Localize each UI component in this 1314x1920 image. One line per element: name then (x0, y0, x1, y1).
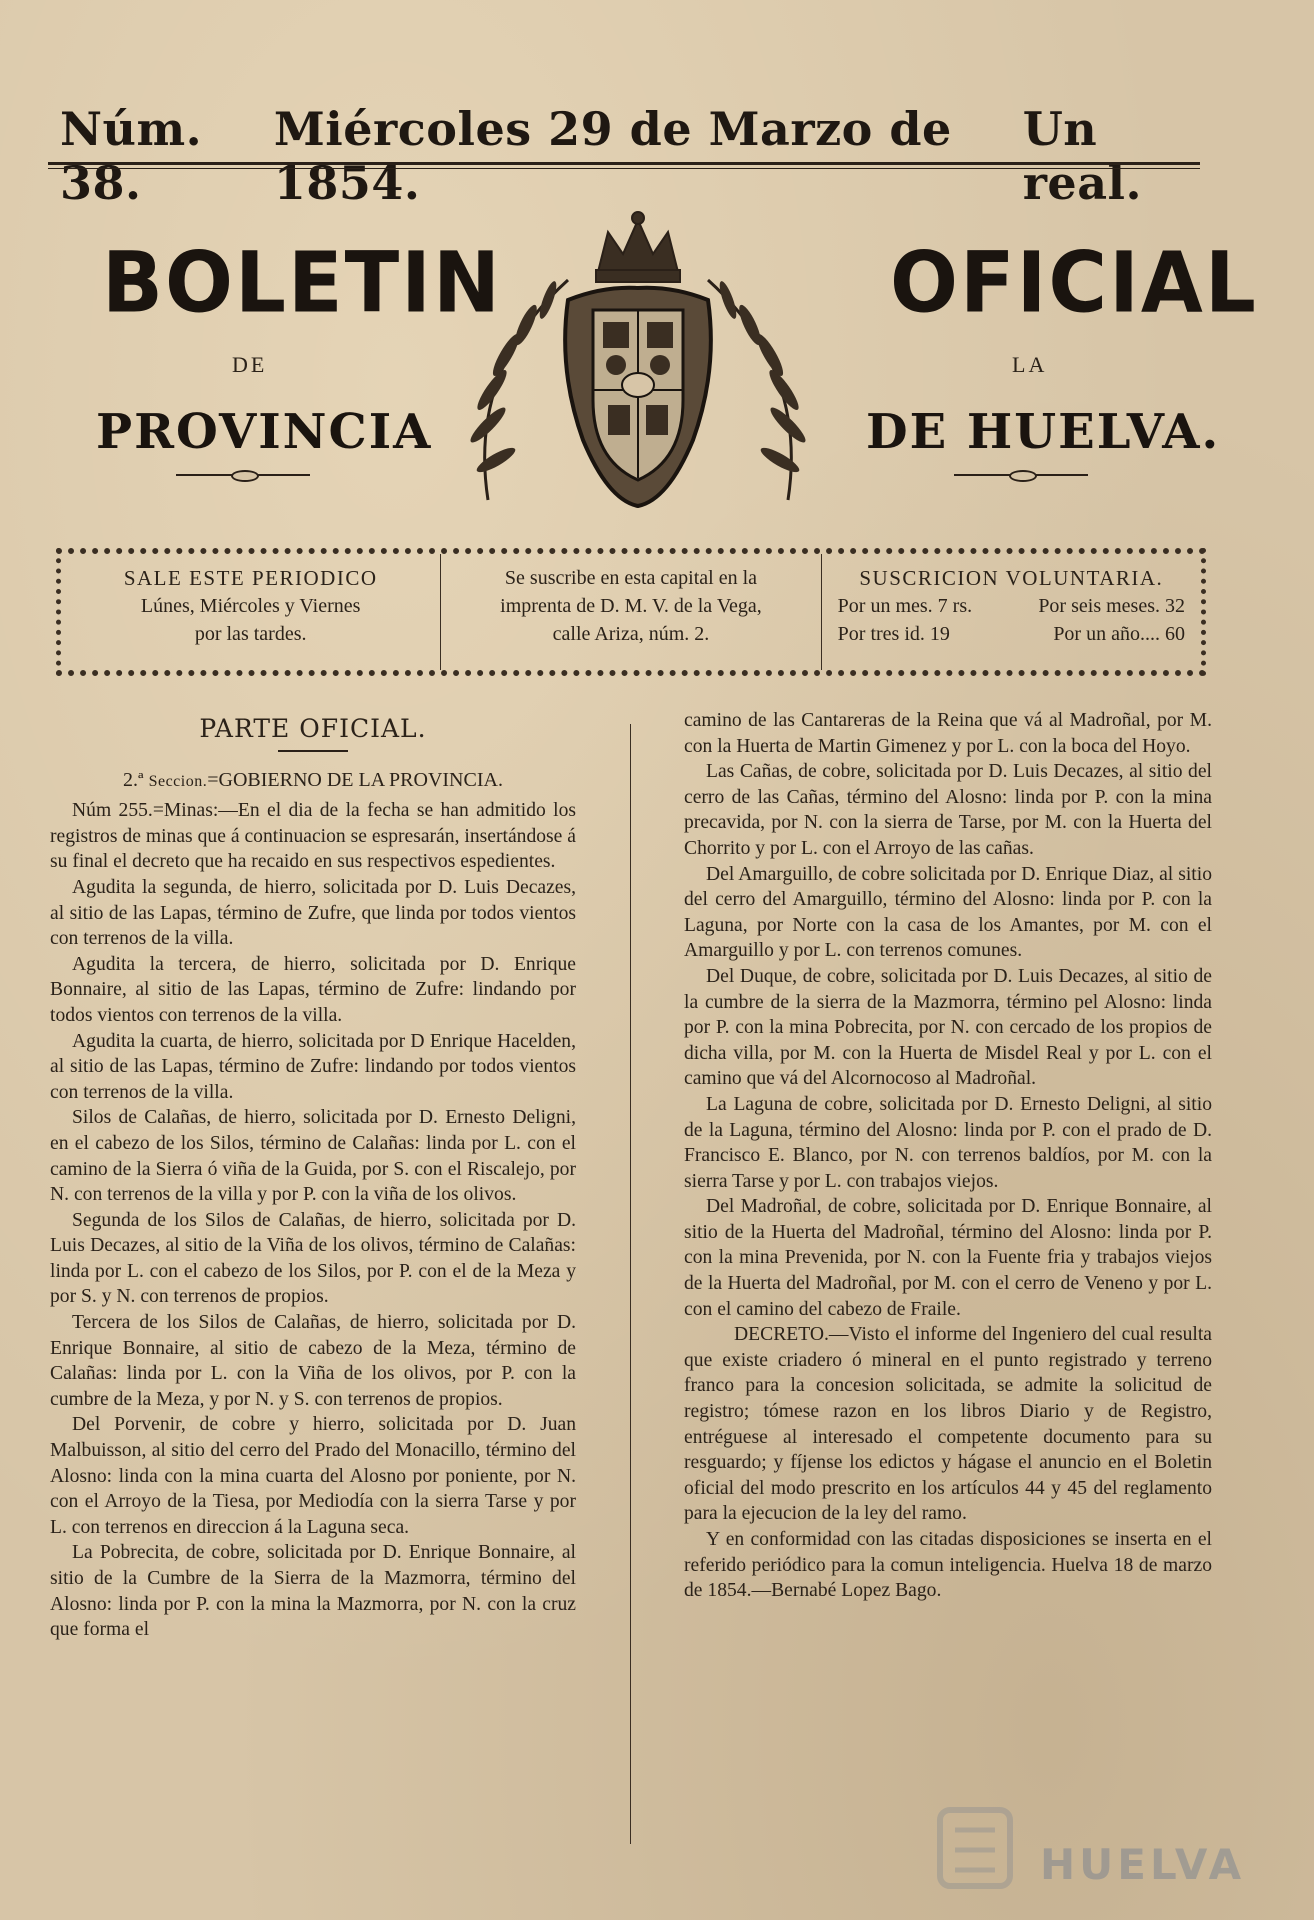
title-huelva: DE HUELVA. (866, 404, 1221, 460)
info-prices-row2 (834, 620, 1189, 648)
paragraph: Las Cañas, de cobre, solicitada por D. Luis Decazes, al sitio del cerro de las Cañas, término del Alosno: linda por P. con la mina precavida, por N. con la sierra de Tarse, por M. con la Huerta del Chorrito y por L. con el Arroyo de las cañas. (684, 761, 1212, 859)
coat-of-arms-icon (448, 210, 828, 510)
section-flourish (278, 750, 348, 752)
title-oficial: OFICIAL (890, 233, 1258, 332)
decree-paragraph: DECRETO.—Visto el informe del Ingeniero del cual resulta que existe criadero ó mineral en el punto registrado y terreno franco para la concesion solicitada, se admite la solicitud de registro; tómese razon en los libros Diario y de Registro, entréguese al interesado el competente documento para su resguardo; y fíjense los edictos y hágase el anuncio en el Boletin oficial del modo prescrito en los artículos 44 y 45 del reglamento para la ejecucion de la ley del ramo. (684, 1324, 1212, 1525)
masthead-rule (48, 162, 1200, 169)
section-label: Seccion. (148, 772, 208, 790)
info-schedule-days: Lúnes, Miércoles y Viernes (140, 595, 361, 617)
paragraph: camino de las Cantareras de la Reina que vá al Madroñal, por M. con la Huerta de Martin Gimenez y por L. con la boca del Hoyo. (684, 710, 1212, 757)
info-schedule (61, 554, 440, 670)
price-six-months: Por seis meses. 32 (1038, 595, 1185, 617)
info-subscribe-line2: imprenta de D. M. V. de la Vega, (500, 595, 762, 617)
right-column (684, 708, 1212, 1604)
left-flourish (176, 474, 310, 476)
paragraph: Del Amarguillo, de cobre solicitada por D. Enrique Diaz, al sitio del cerro del Amarguillo, término del Alosno: linda por P. con la Laguna, por Norte con la casa de los Amantes, por M. con el Amarguillo y por L. con terrenos comunes. (684, 863, 1212, 962)
paragraph: Del Porvenir, de cobre y hierro, solicitada por D. Juan Malbuisson, al sitio del cerro del Prado del Monacillo, término del Alosno: linda con la mina cuarta del Alosno por poniente, por N. con el Arroyo de la Tiesa, por Mediodía con la sierra Tarse y por L. con terrenos en direccion á la Laguna seca. (50, 1414, 576, 1538)
info-prices-title: SUSCRICION VOLUNTARIA. (859, 566, 1164, 590)
info-prices (821, 554, 1201, 670)
paragraph: Agudita la tercera, de hierro, solicitada por D. Enrique Bonnaire, al sitio de las Lapas, término de Zufre: lindando por todos vientos con terrenos de la villa. (50, 953, 576, 1026)
right-flourish (954, 474, 1088, 476)
watermark-text: HUELVA (1040, 1840, 1246, 1889)
price-year: Por un año.... 60 (1053, 623, 1185, 645)
paragraph: Del Madroñal, de cobre, solicitada por D. Enrique Bonnaire, al sitio de la Huerta del Madroñal, término del Alosno: linda por P. con la mina Prevenida, por N. con la Fuente fria y trabajos viejos de la Huerta del Madroñal, por M. con el cerro de Veneno y por L. con el camino del cabezo de Fraile. (684, 1196, 1212, 1320)
paragraph: Segunda de los Silos de Calañas, de hierro, solicitada por D. Luis Decazes, al sitio de la Viña de los olivos, término de Calañas: linda por L. con el cabezo de los Silos, por P. con el de la Meza y por S. y N. con terrenos de propios. (50, 1209, 576, 1308)
left-column (50, 712, 576, 1643)
title-de: DE (232, 352, 268, 377)
paragraph: Agudita la cuarta, de hierro, solicitada por D Enrique Hacelden, al sitio de las Lapas, término de Zufre: lindando por todos vientos con terrenos de la villa. (50, 1030, 576, 1103)
info-subscribe-line3: calle Ariza, núm. 2. (552, 623, 710, 645)
price-three-months: Por tres id. 19 (837, 623, 950, 645)
issue-date: Miércoles 29 de Marzo de 1854. (273, 102, 952, 210)
paragraph: Tercera de los Silos de Calañas, de hierro, solicitada por D. Enrique Bonnaire, al sitio de cabezo de la Meza, término de Calañas: linda por L. con la Viña de los olivos, por P. con la cumbre de la Meza, y por N. y S. con terrenos de propios. (50, 1312, 576, 1410)
paragraph: Agudita la segunda, de hierro, solicitada por D. Luis Decazes, al sitio de las Lapas, término de Zufre, que linda por todos vientos con terrenos de la villa. (50, 876, 576, 950)
info-subscribe (440, 554, 820, 670)
masthead (60, 102, 1210, 210)
info-prices-row1 (834, 592, 1189, 620)
price-month: Por un mes. 7 rs. (837, 595, 973, 617)
section-subtitle (50, 768, 576, 795)
info-subscribe-line1: Se suscribe en esta capital en la (504, 567, 758, 589)
section-title: PARTE OFICIAL. (199, 714, 427, 743)
info-schedule-time: por las tardes. (194, 623, 307, 645)
subscription-box (56, 548, 1206, 676)
paragraph: La Laguna de cobre, solicitada por D. Ernesto Deligni, al sitio de la Laguna, término del Alosno: linda por P. con el prado de D. Francisco E. Blanco, por N. con terrenos baldíos, por M. con la sierra Tarse y por L. con trabajos viejos. (684, 1093, 1212, 1192)
issue-price: Un real. (1022, 102, 1142, 210)
issue-number: Núm. 38. (60, 102, 203, 210)
column-divider (630, 724, 631, 1844)
paragraph: Y en conformidad con las citadas disposiciones se inserta en el referido periódico para la comun inteligencia. Huelva 18 de marzo de 1854.—Bernabé Lopez Bago. (684, 1529, 1212, 1602)
paragraph: Núm 255.=Minas:—En el dia de la fecha se han admitido los registros de minas que á continuacion se espresarán, insertándose á su final el decreto que ha recaido en sus respectivos espedientes. (50, 800, 576, 873)
section-number: 2.ª (123, 768, 149, 791)
paragraph: La Pobrecita, de cobre, solicitada por D. Enrique Bonnaire, al sitio de la Cumbre de la Sierra de la Mazmorra, término del Alosno: linda por P. con la mina la Mazmorra, por N. con la cruz que forma el (50, 1542, 576, 1641)
paragraph: Del Duque, de cobre, solicitada por D. Luis Decazes, al sitio de la cumbre de la sierra de la Mazmorra, término pel Alosno: linda por P. con la mina Pobrecita, por N. con cercado de los propios de dicha villa, por M. con la Huerta de Misdel Real y por L. con el camino que vá del Alcornocoso al Madroñal. (684, 965, 1212, 1090)
title-boletin: BOLETIN (102, 233, 502, 332)
title-la: LA (1012, 352, 1048, 377)
info-schedule-title: SALE ESTE PERIODICO (123, 566, 378, 590)
paragraph: Silos de Calañas, de hierro, solicitada por D. Ernesto Deligni, en el cabezo de los Silos, término de Calañas: linda por L. con el camino de la Sierra ó viña de la Guida, por S. con el Riscalejo, por N. con terrenos de la villa y por P. con la viña de los olivos. (50, 1107, 576, 1206)
title-provincia: PROVINCIA (96, 404, 433, 460)
section-name: =GOBIERNO DE LA PROVINCIA. (207, 768, 503, 791)
